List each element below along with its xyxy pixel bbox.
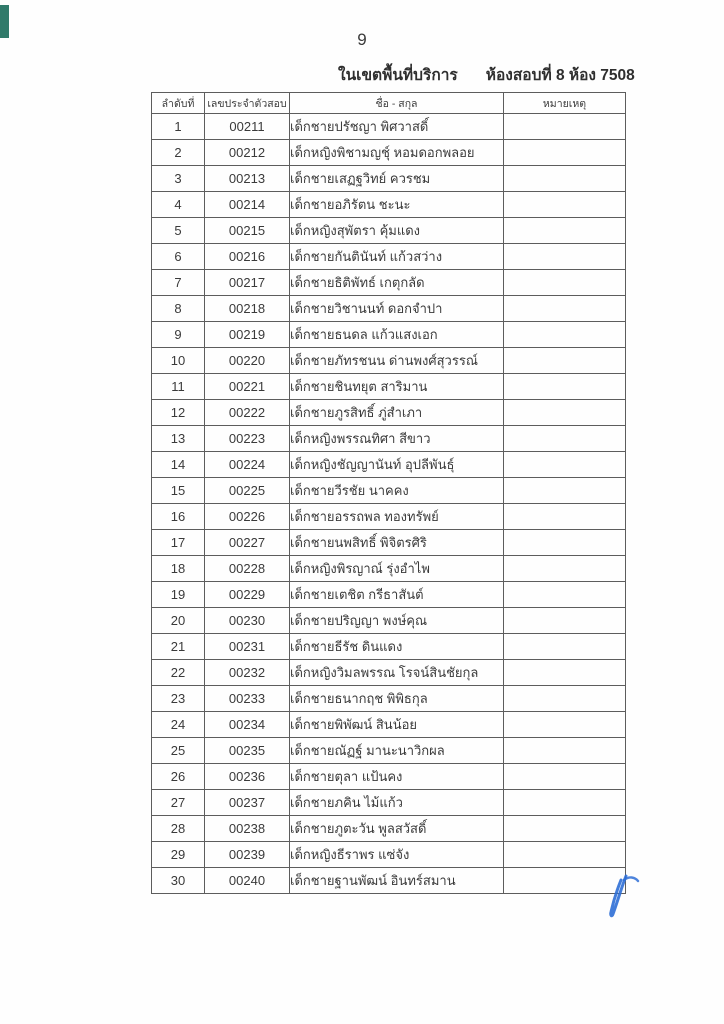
row-note <box>504 738 626 764</box>
table-row <box>152 244 626 270</box>
row-number: 6 <box>152 244 205 270</box>
table-row <box>152 712 626 738</box>
row-number: 7 <box>152 270 205 296</box>
header-exam-id: เลขประจำตัวสอบ <box>205 93 290 114</box>
row-student-name: เด็กชายวีรชัย นาคคง <box>290 478 504 504</box>
row-number: 14 <box>152 452 205 478</box>
row-number: 24 <box>152 712 205 738</box>
table-row <box>152 634 626 660</box>
row-number: 28 <box>152 816 205 842</box>
row-number: 3 <box>152 166 205 192</box>
table-row <box>152 192 626 218</box>
row-exam-id: 00232 <box>205 660 290 686</box>
row-student-name: เด็กชายภูรสิทธิ์ ภู่สำเภา <box>290 400 504 426</box>
table-row <box>152 166 626 192</box>
row-student-name: เด็กชายธีรัช ดินแดง <box>290 634 504 660</box>
row-exam-id: 00226 <box>205 504 290 530</box>
row-exam-id: 00229 <box>205 582 290 608</box>
row-exam-id: 00236 <box>205 764 290 790</box>
row-exam-id: 00238 <box>205 816 290 842</box>
row-note <box>504 218 626 244</box>
row-exam-id: 00221 <box>205 374 290 400</box>
row-student-name: เด็กชายภคิน ไม้แก้ว <box>290 790 504 816</box>
row-exam-id: 00233 <box>205 686 290 712</box>
row-number: 23 <box>152 686 205 712</box>
row-note <box>504 452 626 478</box>
row-note <box>504 790 626 816</box>
row-number: 11 <box>152 374 205 400</box>
header-note: หมายเหตุ <box>504 93 626 114</box>
table-row <box>152 582 626 608</box>
row-student-name: เด็กหญิงพิชามญชุ์ หอมดอกพลอย <box>290 140 504 166</box>
row-note <box>504 868 626 894</box>
row-student-name: เด็กชายณัฏฐ์ มานะนาวิกผล <box>290 738 504 764</box>
row-student-name: เด็กชายกันตินันท์ แก้วสว่าง <box>290 244 504 270</box>
row-exam-id: 00219 <box>205 322 290 348</box>
row-exam-id: 00237 <box>205 790 290 816</box>
table-row <box>152 686 626 712</box>
row-note <box>504 582 626 608</box>
row-exam-id: 00228 <box>205 556 290 582</box>
row-exam-id: 00240 <box>205 868 290 894</box>
row-student-name: เด็กชายฐานพัฒน์ อินทร์สมาน <box>290 868 504 894</box>
row-number: 17 <box>152 530 205 556</box>
row-note <box>504 686 626 712</box>
row-number: 21 <box>152 634 205 660</box>
row-student-name: เด็กชายพิพัฒน์ สินน้อย <box>290 712 504 738</box>
table-row <box>152 296 626 322</box>
page-title <box>338 62 668 87</box>
row-note <box>504 504 626 530</box>
header-order: ลำดับที่ <box>152 93 205 114</box>
row-student-name: เด็กชายปรัชญา พิศวาสดิ์ <box>290 114 504 140</box>
table-row <box>152 868 626 894</box>
row-number: 20 <box>152 608 205 634</box>
row-exam-id: 00217 <box>205 270 290 296</box>
row-exam-id: 00211 <box>205 114 290 140</box>
row-number: 16 <box>152 504 205 530</box>
row-note <box>504 270 626 296</box>
table-row <box>152 842 626 868</box>
row-note <box>504 374 626 400</box>
row-number: 25 <box>152 738 205 764</box>
row-note <box>504 166 626 192</box>
row-note <box>504 322 626 348</box>
table-row <box>152 114 626 140</box>
row-number: 26 <box>152 764 205 790</box>
row-student-name: เด็กชายชินทยุต สาริมาน <box>290 374 504 400</box>
row-note <box>504 426 626 452</box>
table-row <box>152 322 626 348</box>
table-row <box>152 790 626 816</box>
table-row <box>152 452 626 478</box>
row-note <box>504 244 626 270</box>
row-number: 18 <box>152 556 205 582</box>
row-student-name: เด็กชายวิชานนท์ ดอกจำปา <box>290 296 504 322</box>
row-student-name: เด็กหญิงพรรณทิศา สีขาว <box>290 426 504 452</box>
row-student-name: เด็กหญิงพิรญาณ์ รุ่งอำไพ <box>290 556 504 582</box>
row-student-name: เด็กชายภูตะวัน พูลสวัสดิ์ <box>290 816 504 842</box>
row-note <box>504 296 626 322</box>
row-exam-id: 00223 <box>205 426 290 452</box>
row-student-name: เด็กชายปริญญา พงษ์คุณ <box>290 608 504 634</box>
row-number: 27 <box>152 790 205 816</box>
row-exam-id: 00230 <box>205 608 290 634</box>
row-note <box>504 478 626 504</box>
row-exam-id: 00235 <box>205 738 290 764</box>
row-student-name: เด็กชายนพสิทธิ์ พิจิตรศิริ <box>290 530 504 556</box>
table-row <box>152 218 626 244</box>
row-note <box>504 400 626 426</box>
row-student-name: เด็กชายเสฏฐวิทย์ ควรชม <box>290 166 504 192</box>
table-row <box>152 348 626 374</box>
row-number: 4 <box>152 192 205 218</box>
row-number: 19 <box>152 582 205 608</box>
row-number: 8 <box>152 296 205 322</box>
table-row <box>152 738 626 764</box>
row-exam-id: 00218 <box>205 296 290 322</box>
row-exam-id: 00212 <box>205 140 290 166</box>
row-note <box>504 608 626 634</box>
row-number: 15 <box>152 478 205 504</box>
row-number: 22 <box>152 660 205 686</box>
table-row <box>152 478 626 504</box>
table-row <box>152 608 626 634</box>
row-exam-id: 00239 <box>205 842 290 868</box>
student-roster-table <box>151 92 626 894</box>
row-number: 9 <box>152 322 205 348</box>
row-note <box>504 192 626 218</box>
row-note <box>504 842 626 868</box>
row-exam-id: 00213 <box>205 166 290 192</box>
row-student-name: เด็กหญิงธีราพร แซ่จัง <box>290 842 504 868</box>
row-number: 2 <box>152 140 205 166</box>
row-student-name: เด็กชายอรรถพล ทองทรัพย์ <box>290 504 504 530</box>
row-number: 30 <box>152 868 205 894</box>
row-number: 1 <box>152 114 205 140</box>
row-student-name: เด็กชายธนากฤช พิพิธกุล <box>290 686 504 712</box>
row-note <box>504 816 626 842</box>
row-note <box>504 530 626 556</box>
table-row <box>152 530 626 556</box>
row-exam-id: 00214 <box>205 192 290 218</box>
row-exam-id: 00215 <box>205 218 290 244</box>
row-exam-id: 00216 <box>205 244 290 270</box>
row-note <box>504 114 626 140</box>
row-note <box>504 660 626 686</box>
table-row <box>152 270 626 296</box>
row-note <box>504 348 626 374</box>
table-body <box>152 114 626 894</box>
row-student-name: เด็กชายอภิรัตน ชะนะ <box>290 192 504 218</box>
table-row <box>152 504 626 530</box>
row-note <box>504 634 626 660</box>
table-row <box>152 400 626 426</box>
row-student-name: เด็กหญิงวิมลพรรณ โรจน์สินชัยกุล <box>290 660 504 686</box>
table-row <box>152 660 626 686</box>
row-exam-id: 00227 <box>205 530 290 556</box>
table-row <box>152 140 626 166</box>
row-student-name: เด็กชายธนดล แก้วแสงเอก <box>290 322 504 348</box>
header-name: ชื่อ - สกุล <box>290 93 504 114</box>
row-student-name: เด็กชายธิติพัทธ์ เกตุกลัด <box>290 270 504 296</box>
table-row <box>152 556 626 582</box>
page-number: 9 <box>357 30 367 49</box>
row-note <box>504 140 626 166</box>
title-service-area: ในเขตพื้นที่บริการ <box>338 67 458 84</box>
row-number: 29 <box>152 842 205 868</box>
row-student-name: เด็กชายเตชิต กรีธาสันต์ <box>290 582 504 608</box>
table-row <box>152 374 626 400</box>
row-exam-id: 00224 <box>205 452 290 478</box>
row-exam-id: 00225 <box>205 478 290 504</box>
row-exam-id: 00231 <box>205 634 290 660</box>
row-exam-id: 00234 <box>205 712 290 738</box>
row-student-name: เด็กหญิงชัญญานันท์ อุปลีพันธุ์ <box>290 452 504 478</box>
row-student-name: เด็กหญิงสุพัตรา คุ้มแดง <box>290 218 504 244</box>
table-row <box>152 426 626 452</box>
table-row <box>152 764 626 790</box>
row-exam-id: 00222 <box>205 400 290 426</box>
table-header-row <box>152 93 626 114</box>
row-number: 10 <box>152 348 205 374</box>
title-exam-room: ห้องสอบที่ 8 ห้อง 7508 <box>485 67 635 84</box>
row-student-name: เด็กชายตุลา แป้นคง <box>290 764 504 790</box>
row-note <box>504 556 626 582</box>
table-row <box>152 816 626 842</box>
row-note <box>504 764 626 790</box>
row-exam-id: 00220 <box>205 348 290 374</box>
row-student-name: เด็กชายภัทรชนน ด่านพงศ์สุวรรณ์ <box>290 348 504 374</box>
row-number: 12 <box>152 400 205 426</box>
row-number: 5 <box>152 218 205 244</box>
row-note <box>504 712 626 738</box>
row-number: 13 <box>152 426 205 452</box>
